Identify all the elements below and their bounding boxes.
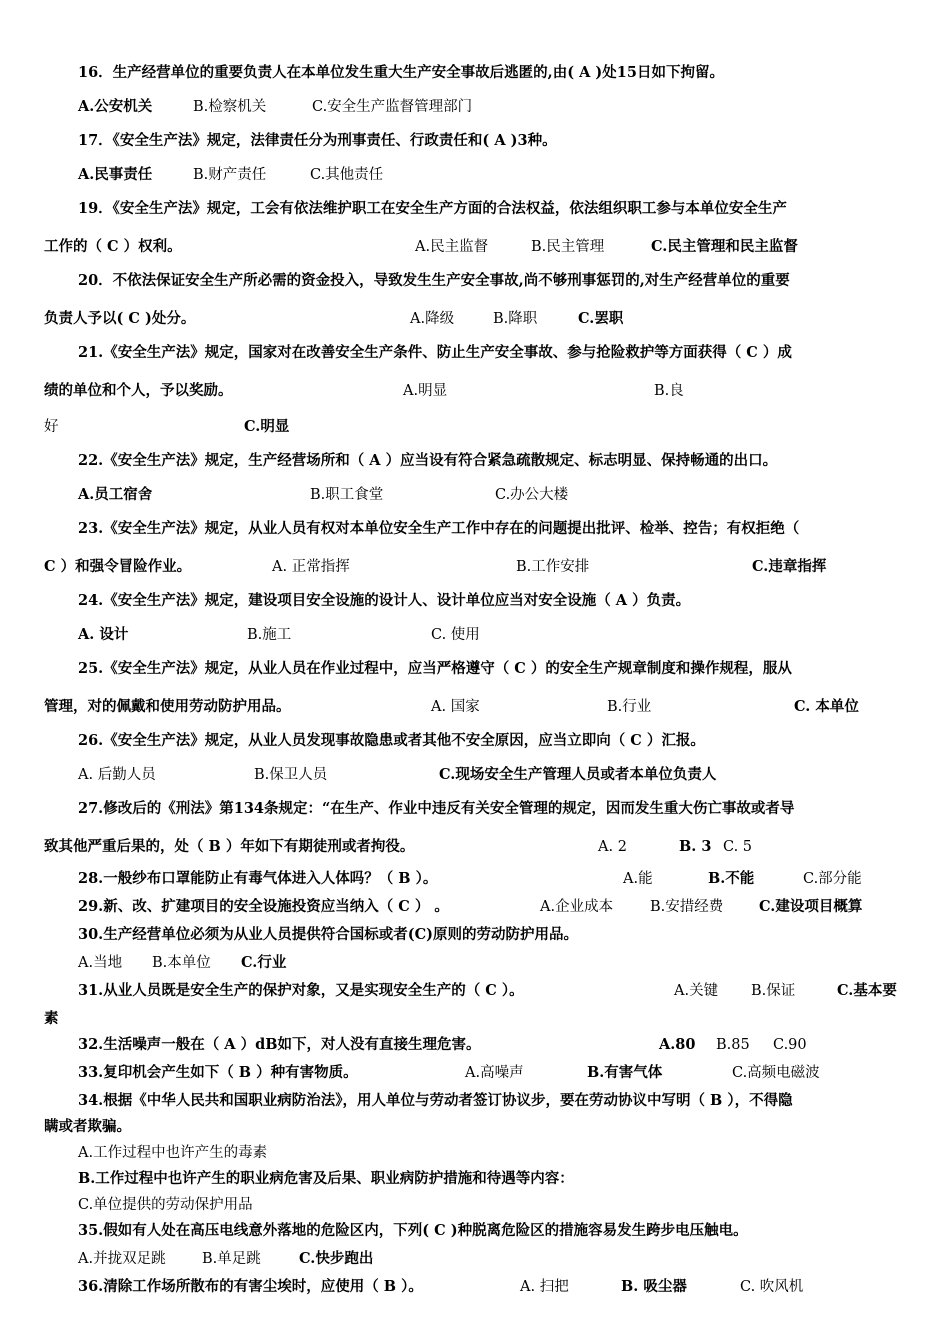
- answer-option: C.基本要: [837, 982, 897, 999]
- question-text: 绩的单位和个人，予以奖励。: [44, 382, 233, 399]
- text-line: [0, 730, 950, 752]
- answer-option: A. 扫把: [520, 1279, 569, 1295]
- text-line: [0, 798, 950, 820]
- question-text: A.工作过程中也许产生的毒素: [78, 1145, 268, 1161]
- answer-option: B.不能: [708, 870, 755, 887]
- answer-option: A.关键: [674, 983, 719, 999]
- question-text: 素: [44, 1010, 59, 1027]
- answer-option: C.快步跑出: [299, 1250, 374, 1267]
- question-text: A.并拢双足跳: [78, 1251, 166, 1267]
- answer-option: A.能: [623, 871, 653, 887]
- answer-option: A.降级: [410, 311, 455, 327]
- question-text: A.员工宿舍: [78, 486, 153, 503]
- text-line: [0, 518, 950, 540]
- question-text: 31.从业人员既是安全生产的保护对象，又是实现安全生产的（ C ）。: [78, 982, 524, 999]
- answer-option: A. 国家: [431, 699, 480, 715]
- text-line: [0, 380, 950, 402]
- question-text: 20．不依法保证安全生产所必需的资金投入，导致发生生产安全事故,尚不够刑事惩罚的,对生产经营单位的重要: [78, 272, 790, 289]
- question-text: 21.《安全生产法》规定，国家对在改善安全生产条件、防止生产安全事故、参与抢险救护等方面获得（ C ）成: [78, 344, 792, 361]
- question-text: 23.《安全生产法》规定，从业人员有权对本单位安全生产工作中存在的问题提出批评、检举、控告；有权拒绝（: [78, 520, 800, 537]
- question-text: 好: [44, 419, 59, 435]
- answer-option: C.安全生产监督管理部门: [312, 99, 473, 115]
- text-line: [0, 1090, 950, 1112]
- text-line: [0, 164, 950, 186]
- answer-option: C. 使用: [431, 627, 480, 643]
- text-line: [0, 952, 950, 974]
- question-text: 致其他严重后果的，处（ B ）年如下有期徒刑或者拘役。: [44, 838, 415, 855]
- question-text: 瞒或者欺骗。: [44, 1118, 131, 1135]
- text-line: [0, 590, 950, 612]
- answer-option: B.检察机关: [193, 99, 267, 115]
- question-text: A.民事责任: [78, 166, 153, 183]
- text-line: [0, 1062, 950, 1084]
- answer-option: B.有害气体: [587, 1064, 663, 1081]
- question-text: A.公安机关: [78, 98, 153, 115]
- answer-option: C.部分能: [803, 871, 862, 887]
- answer-option: B.安措经费: [650, 899, 724, 915]
- text-line: [0, 980, 950, 1002]
- question-text: 22.《安全生产法》规定，生产经营场所和（ A ）应当设有符合紧急疏散规定、标志明显、保持畅通的出口。: [78, 452, 778, 469]
- question-text: 25.《安全生产法》规定，从业人员在作业过程中，应当严格遵守（ C ）的安全生产规章制度和操作规程，服从: [78, 660, 792, 677]
- answer-option: C. 5: [723, 839, 753, 855]
- text-line: [0, 62, 950, 84]
- question-text: A. 后勤人员: [78, 767, 156, 783]
- question-text: 34.根据《中华人民共和国职业病防治法》，用人单位与劳动者签订协议步，要在劳动协议中写明（ B ），不得隐: [78, 1092, 793, 1109]
- answer-option: B.施工: [247, 627, 292, 643]
- text-line: [0, 1168, 950, 1190]
- question-text: 27.修改后的《刑法》第134条规定：“在生产、作业中违反有关安全管理的规定，因而发生重大伤亡事故或者导: [78, 800, 795, 817]
- question-text: 负责人予以( C )处分。: [44, 310, 196, 327]
- answer-option: B.降职: [493, 311, 538, 327]
- text-line: [0, 96, 950, 118]
- text-line: [0, 1034, 950, 1056]
- answer-option: C.其他责任: [310, 167, 384, 183]
- answer-option: A.明显: [403, 383, 448, 399]
- text-line: [0, 1142, 950, 1164]
- question-text: 35.假如有人处在高压电线意外落地的危险区内，下列( C )种脱离危险区的措施容易发生跨步电压触电。: [78, 1222, 748, 1239]
- question-text: 26.《安全生产法》规定，从业人员发现事故隐患或者其他不安全原因，应当立即向（ C ）汇报。: [78, 732, 705, 749]
- question-text: 24.《安全生产法》规定，建设项目安全设施的设计人、设计单位应当对安全设施（ A ）负责。: [78, 592, 691, 609]
- text-line: [0, 1220, 950, 1242]
- text-line: [0, 658, 950, 680]
- question-text: 32.生活噪声一般在（ A ）dB如下，对人没有直接生理危害。: [78, 1036, 481, 1053]
- answer-option: B.民主管理: [531, 239, 605, 255]
- text-line: [0, 924, 950, 946]
- text-line: [0, 764, 950, 786]
- text-line: [0, 1194, 950, 1216]
- question-text: C ）和强令冒险作业。: [44, 558, 192, 575]
- text-line: [0, 130, 950, 152]
- text-line: [0, 416, 950, 438]
- answer-option: C.行业: [241, 954, 287, 971]
- answer-option: C.建设项目概算: [759, 898, 863, 915]
- text-line: [0, 198, 950, 220]
- text-line: [0, 1116, 950, 1138]
- question-text: 管理，对的佩戴和使用劳动防护用品。: [44, 698, 291, 715]
- text-line: [0, 836, 950, 858]
- text-line: [0, 696, 950, 718]
- text-line: [0, 556, 950, 578]
- answer-option: C.90: [773, 1037, 807, 1053]
- question-text: 16．生产经营单位的重要负责人在本单位发生重大生产安全事故后逃匿的,由( A )处15日如下拘留。: [78, 64, 724, 81]
- text-line: [0, 624, 950, 646]
- answer-option: B.良: [654, 383, 684, 399]
- answer-option: A.80: [659, 1036, 696, 1053]
- answer-option: B. 吸尘器: [621, 1278, 687, 1295]
- answer-option: C. 吹风机: [740, 1279, 804, 1295]
- answer-option: C.高频电磁波: [732, 1065, 820, 1081]
- answer-option: B.单足跳: [202, 1251, 261, 1267]
- answer-option: A. 正常指挥: [272, 559, 350, 575]
- question-text: 28.一般纱布口罩能防止有毒气体进入人体吗？（ B ）。: [78, 870, 438, 887]
- question-text: B.工作过程中也许产生的职业病危害及后果、职业病防护措施和待遇等内容：: [78, 1170, 574, 1187]
- answer-option: B.财产责任: [193, 167, 267, 183]
- question-text: 工作的（ C ）权利。: [44, 238, 182, 255]
- answer-option: A. 2: [598, 839, 627, 855]
- text-line: [0, 868, 950, 890]
- question-text: 36.清除工作场所散布的有害尘埃时，应使用（ B ）。: [78, 1278, 423, 1295]
- answer-option: B.本单位: [152, 955, 211, 971]
- question-text: C.单位提供的劳动保护用品: [78, 1197, 253, 1213]
- text-line: [0, 484, 950, 506]
- text-line: [0, 1248, 950, 1270]
- question-text: 29.新、改、扩建项目的安全设施投资应当纳入（ C ） 。: [78, 898, 449, 915]
- question-text: A.当地: [78, 955, 123, 971]
- answer-option: C.罢职: [578, 310, 624, 327]
- answer-option: A.民主监督: [415, 239, 489, 255]
- text-line: [0, 896, 950, 918]
- answer-option: C.违章指挥: [752, 558, 827, 575]
- question-text: 33.复印机会产生如下（ B ）种有害物质。: [78, 1064, 358, 1081]
- answer-option: C.明显: [244, 418, 290, 435]
- answer-option: B.85: [716, 1037, 750, 1053]
- text-line: [0, 308, 950, 330]
- answer-option: A.高噪声: [465, 1065, 524, 1081]
- text-line: [0, 450, 950, 472]
- text-line: [0, 342, 950, 364]
- question-text: 17．《安全生产法》规定，法律责任分为刑事责任、行政责任和( A )3种。: [78, 132, 557, 149]
- answer-option: C.民主管理和民主监督: [651, 238, 798, 255]
- question-text: 30.生产经营单位必须为从业人员提供符合国标或者(C)原则的劳动防护用品。: [78, 926, 578, 943]
- answer-option: B.职工食堂: [310, 487, 384, 503]
- answer-option: B. 3: [679, 838, 712, 855]
- answer-option: B.保证: [751, 983, 796, 999]
- text-line: [0, 270, 950, 292]
- text-line: [0, 236, 950, 258]
- question-text: 19．《安全生产法》规定，工会有依法维护职工在安全生产方面的合法权益，依法组织职工参与本单位安全生产: [78, 200, 787, 217]
- answer-option: B.行业: [607, 699, 652, 715]
- text-line: [0, 1008, 950, 1030]
- answer-option: C.办公大楼: [495, 487, 569, 503]
- question-text: A. 设计: [78, 626, 129, 643]
- text-line: [0, 1276, 950, 1298]
- answer-option: B.工作安排: [516, 559, 590, 575]
- answer-option: A.企业成本: [540, 899, 614, 915]
- answer-option: C.现场安全生产管理人员或者本单位负责人: [439, 766, 717, 783]
- answer-option: B.保卫人员: [254, 767, 328, 783]
- answer-option: C. 本单位: [794, 698, 859, 715]
